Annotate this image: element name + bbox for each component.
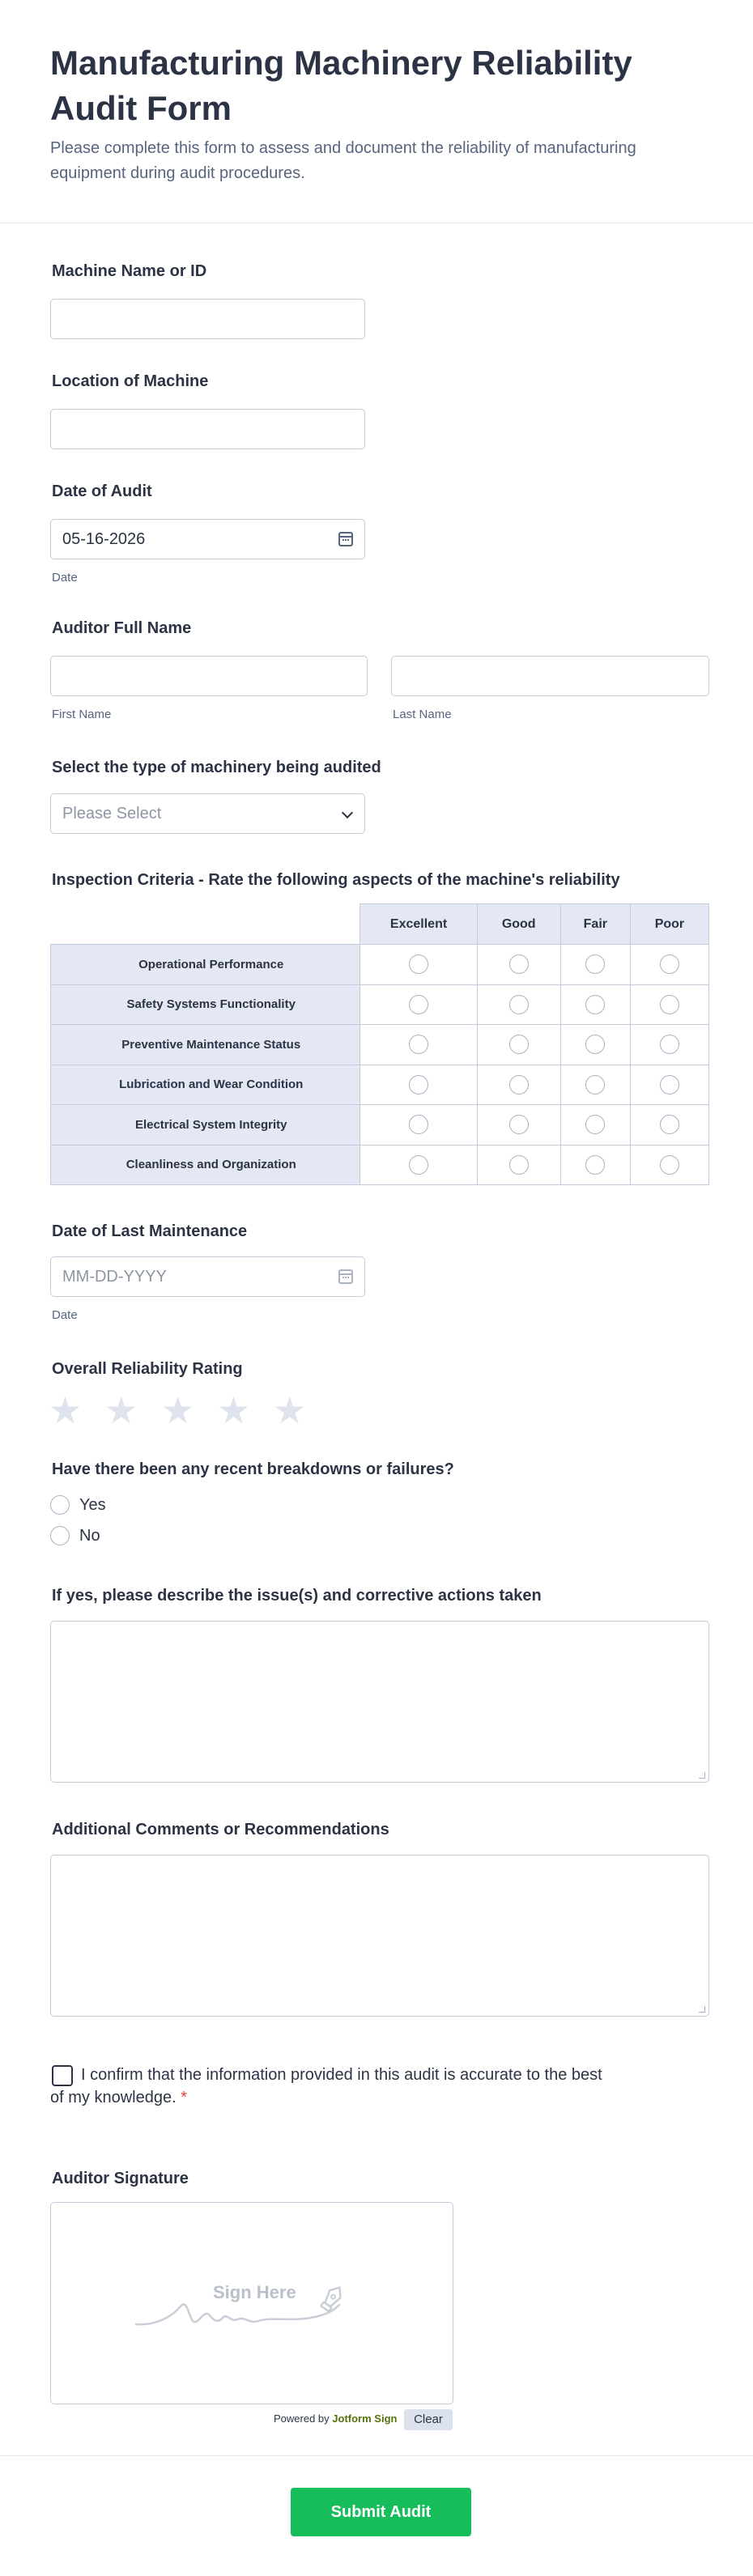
first-name-sublabel: First Name xyxy=(52,708,112,721)
rating-radio[interactable] xyxy=(585,954,605,974)
powered-by-brand: Jotform Sign xyxy=(332,2412,398,2425)
radio-button[interactable] xyxy=(50,1495,70,1515)
matrix-row xyxy=(51,984,709,1025)
rating-radio[interactable] xyxy=(509,1035,529,1054)
breakdowns-label xyxy=(52,1459,454,1480)
issues-label-text: If yes, please describe the issue(s) and corrective actions taken xyxy=(52,1587,542,1605)
inspection-criteria-label-text: Inspection Criteria - Rate the following aspects of the machine's reliability xyxy=(52,871,620,889)
submit-button[interactable]: Submit Audit xyxy=(291,2488,471,2536)
issues-label xyxy=(52,1585,542,1606)
last-name-sublabel: Last Name xyxy=(393,708,452,721)
rating-radio[interactable] xyxy=(660,1115,679,1134)
matrix-corner xyxy=(51,904,360,945)
matrix-col-fair: Fair xyxy=(560,904,630,945)
first-name-input[interactable] xyxy=(50,656,368,696)
rating-radio[interactable] xyxy=(660,1155,679,1175)
inspection-matrix xyxy=(50,903,709,1185)
last-maintenance-placeholder: MM-DD-YYYY xyxy=(62,1268,167,1286)
signature-scribble-icon xyxy=(51,2203,454,2405)
radio-button[interactable] xyxy=(50,1526,70,1545)
signature-pad[interactable] xyxy=(50,2202,453,2404)
rating-radio[interactable] xyxy=(509,954,529,974)
last-maintenance-sublabel: Date xyxy=(52,1308,78,1322)
location-input[interactable] xyxy=(50,409,365,449)
last-maintenance-label xyxy=(52,1221,247,1242)
rating-radio[interactable] xyxy=(509,1075,529,1095)
rating-radio[interactable] xyxy=(585,1075,605,1095)
form-description: Please complete this form to assess and document the reliability of manufacturing equipment during audit procedures. xyxy=(50,139,636,182)
auditor-name-label xyxy=(52,618,191,639)
issues-textarea[interactable] xyxy=(50,1621,709,1783)
rating-radio[interactable] xyxy=(660,954,679,974)
matrix-row-label: Electrical System Integrity xyxy=(51,1105,360,1146)
machine-name-label xyxy=(52,261,206,282)
matrix-row xyxy=(51,1145,709,1185)
date-of-audit-sublabel: Date xyxy=(52,571,78,584)
location-label-text: Location of Machine xyxy=(52,372,209,390)
star-icon[interactable]: ★ xyxy=(104,1389,138,1431)
sign-here-placeholder: Sign Here xyxy=(213,2282,296,2302)
breakdowns-option-no[interactable] xyxy=(50,1525,100,1546)
star-icon[interactable]: ★ xyxy=(273,1389,307,1431)
location-label xyxy=(52,371,208,392)
required-asterisk: * xyxy=(181,2089,187,2106)
rating-radio[interactable] xyxy=(585,1155,605,1175)
rating-radio[interactable] xyxy=(585,995,605,1014)
signature-label-text: Auditor Signature xyxy=(52,2170,189,2187)
date-of-audit-value: 05-16-2026 xyxy=(62,530,146,548)
breakdowns-option-yes[interactable] xyxy=(50,1494,106,1515)
auditor-name-label-text: Auditor Full Name xyxy=(52,619,192,637)
clear-signature-button[interactable]: Clear xyxy=(404,2409,453,2430)
form-header xyxy=(0,0,753,223)
matrix-row-label: Cleanliness and Organization xyxy=(51,1145,360,1185)
rating-radio[interactable] xyxy=(509,1115,529,1134)
resize-handle-icon[interactable] xyxy=(699,2006,705,2013)
rating-radio[interactable] xyxy=(409,1075,428,1095)
machine-name-input[interactable] xyxy=(50,299,365,339)
matrix-row-label: Lubrication and Wear Condition xyxy=(51,1065,360,1105)
machinery-type-select[interactable] xyxy=(50,793,365,834)
rating-label xyxy=(52,1358,243,1379)
powered-by xyxy=(274,2412,397,2425)
rating-radio[interactable] xyxy=(509,1155,529,1175)
chevron-down-icon xyxy=(342,807,353,818)
rating-radio[interactable] xyxy=(585,1035,605,1054)
form-title: Manufacturing Machinery Reliability Audit Form xyxy=(50,44,632,127)
machine-name-label-text: Machine Name or ID xyxy=(52,262,207,280)
calendar-icon[interactable] xyxy=(338,532,353,546)
matrix-row xyxy=(51,1065,709,1105)
machinery-type-label-text: Select the type of machinery being audited xyxy=(52,759,381,776)
rating-radio[interactable] xyxy=(409,954,428,974)
confirm-label xyxy=(50,2064,617,2109)
date-of-audit-input[interactable] xyxy=(50,519,365,559)
rating-radio[interactable] xyxy=(409,1035,428,1054)
rating-radio[interactable] xyxy=(660,1035,679,1054)
matrix-row xyxy=(51,945,709,985)
star-icon[interactable]: ★ xyxy=(217,1389,251,1431)
matrix-col-good: Good xyxy=(477,904,560,945)
breakdowns-option-label: No xyxy=(79,1527,100,1545)
rating-radio[interactable] xyxy=(409,995,428,1014)
breakdowns-label-text: Have there been any recent breakdowns or failures? xyxy=(52,1460,454,1478)
matrix-row-label: Operational Performance xyxy=(51,945,360,985)
last-name-input[interactable] xyxy=(391,656,709,696)
date-of-audit-label-text: Date of Audit xyxy=(52,482,152,500)
rating-radio[interactable] xyxy=(585,1115,605,1134)
matrix-row-label: Preventive Maintenance Status xyxy=(51,1025,360,1065)
confirm-text: I confirm that the information provided in this audit is accurate to the best of my knowledge. xyxy=(50,2066,602,2106)
star-icon[interactable]: ★ xyxy=(49,1389,83,1431)
rating-radio[interactable] xyxy=(660,995,679,1014)
machinery-type-placeholder: Please Select xyxy=(62,805,162,823)
last-maintenance-input[interactable] xyxy=(50,1256,365,1297)
matrix-col-excellent: Excellent xyxy=(360,904,477,945)
inspection-criteria-label xyxy=(52,869,620,891)
calendar-icon[interactable] xyxy=(338,1269,353,1284)
powered-by-prefix: Powered by xyxy=(274,2412,330,2425)
machinery-type-label xyxy=(52,757,381,778)
resize-handle-icon[interactable] xyxy=(699,1772,705,1779)
matrix-row xyxy=(51,1025,709,1065)
last-maintenance-label-text: Date of Last Maintenance xyxy=(52,1222,248,1240)
rating-radio[interactable] xyxy=(409,1115,428,1134)
footer-divider xyxy=(0,2455,753,2456)
matrix-col-poor: Poor xyxy=(630,904,708,945)
comments-label-text: Additional Comments or Recommendations xyxy=(52,1821,389,1838)
rating-radio[interactable] xyxy=(509,995,529,1014)
comments-label xyxy=(52,1819,389,1840)
comments-textarea[interactable] xyxy=(50,1855,709,2017)
matrix-row xyxy=(51,1105,709,1146)
breakdowns-option-label: Yes xyxy=(79,1496,106,1514)
star-icon[interactable]: ★ xyxy=(161,1389,195,1431)
rating-radio[interactable] xyxy=(660,1075,679,1095)
signature-label xyxy=(52,2168,189,2189)
rating-radio[interactable] xyxy=(409,1155,428,1175)
matrix-row-label: Safety Systems Functionality xyxy=(51,984,360,1025)
date-of-audit-label xyxy=(52,481,152,502)
rating-label-text: Overall Reliability Rating xyxy=(52,1360,243,1378)
